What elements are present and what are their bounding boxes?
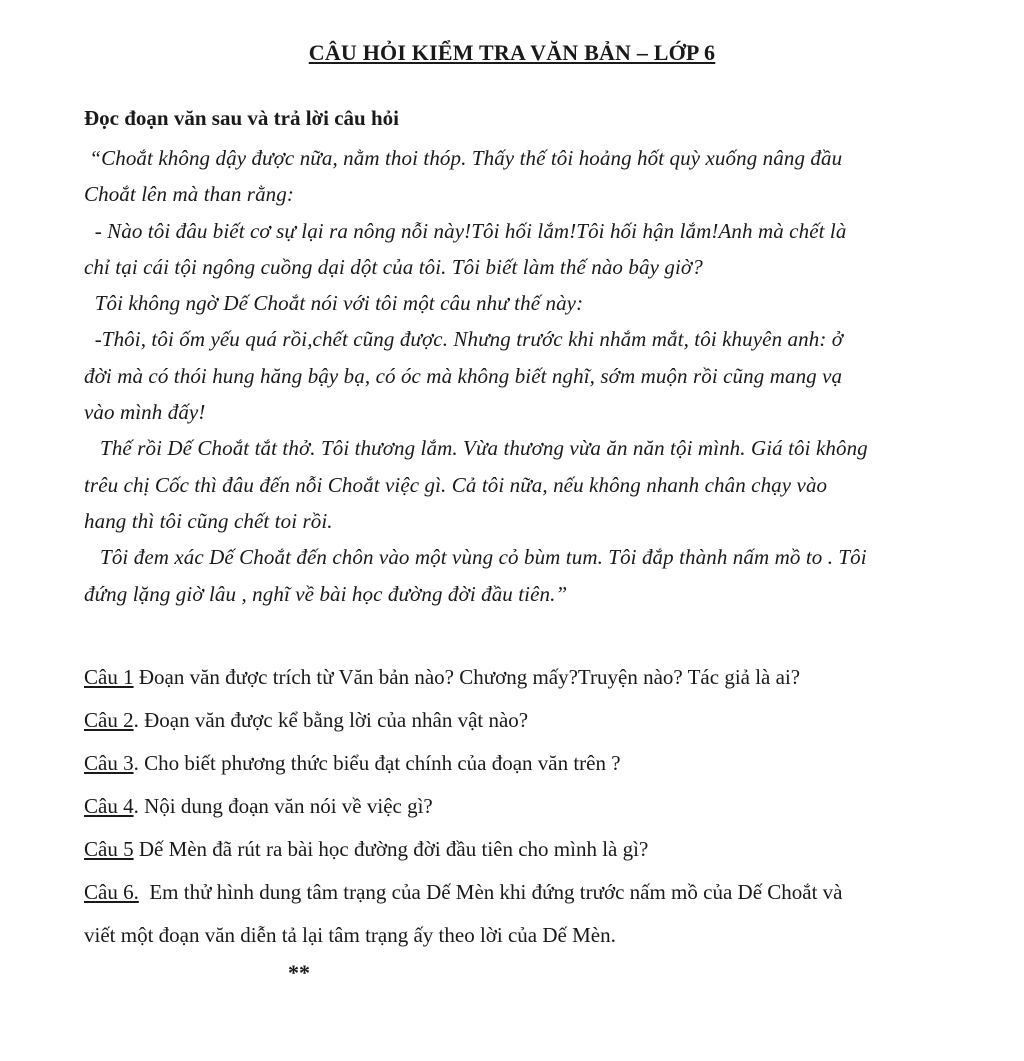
question-2 — [84, 699, 1014, 742]
question-label: Câu 4 — [84, 794, 134, 818]
question-list — [84, 656, 1014, 957]
passage-line: Thế rồi Dế Choắt tắt thở. Tôi thương lắm. Vừa thương vừa ăn năn tội mình. Giá tôi không — [84, 436, 868, 461]
passage-line: Tôi không ngờ Dế Choắt nói với tôi một câu như thế này: — [84, 291, 584, 316]
passage-line: Tôi đem xác Dế Choắt đến chôn vào một vùng cỏ bùm tum. Tôi đắp thành nấm mồ to . Tôi — [84, 545, 867, 570]
question-1 — [84, 656, 1014, 699]
question-text: . Cho biết phương thức biểu đạt chính của đoạn văn trên ? — [133, 751, 621, 775]
excerpt-passage — [84, 140, 1024, 612]
question-5 — [84, 828, 1014, 871]
passage-line: chỉ tại cái tội ngông cuồng dại dột của tôi. Tôi biết làm thế nào bây giờ? — [84, 254, 703, 279]
end-mark: ** — [288, 960, 310, 985]
question-label: Câu 5 — [84, 837, 134, 861]
question-label: Câu 2 — [84, 708, 134, 732]
question-text: Em thử hình dung tâm trạng của Dế Mèn khi đứng trước nấm mồ của Dế Choắt và — [138, 880, 843, 904]
question-text: . Đoạn văn được kể bằng lời của nhân vật nào? — [133, 708, 529, 732]
question-label: Câu 1 — [84, 665, 134, 689]
question-label: Câu 6. — [84, 880, 139, 904]
passage-line: -Thôi, tôi ốm yếu quá rồi,chết cũng được. Nhưng trước khi nhắm mắt, tôi khuyên anh: ở — [84, 327, 844, 352]
question-3 — [84, 742, 1014, 785]
passage-line: Choắt lên mà than rằng: — [84, 182, 294, 207]
question-6-continuation: viết một đoạn văn diễn tả lại tâm trạng ấy theo lời của Dế Mèn. — [84, 923, 616, 947]
instruction-heading: Đọc đoạn văn sau và trả lời câu hỏi — [84, 106, 399, 130]
question-text: . Nội dung đoạn văn nói về việc gì? — [133, 794, 433, 818]
question-4 — [84, 785, 1014, 828]
question-label: Câu 3 — [84, 751, 134, 775]
passage-line: “Choắt không dậy được nữa, nằm thoi thóp. Thấy thế tôi hoảng hốt quỳ xuống nâng đầu — [84, 146, 843, 170]
passage-line: vào mình đấy! — [84, 400, 206, 425]
passage-line: đời mà có thói hung hăng bậy bạ, có óc mà không biết nghĩ, sớm muộn rồi cũng mang vạ — [84, 363, 843, 388]
passage-line: hang thì tôi cũng chết toi rồi. — [84, 508, 333, 533]
question-text: Dế Mèn đã rút ra bài học đường đời đầu tiên cho mình là gì? — [133, 837, 649, 861]
question-6 — [84, 871, 1014, 914]
passage-line: trêu chị Cốc thì đâu đến nỗi Choắt việc gì. Cả tôi nữa, nếu không nhanh chân chạy vào — [84, 472, 828, 497]
question-text: Đoạn văn được trích từ Văn bản nào? Chương mấy?Truyện nào? Tác giả là ai? — [133, 665, 801, 689]
page-title: CÂU HỎI KIỂM TRA VĂN BẢN – LỚP 6 — [308, 40, 716, 65]
passage-line: đứng lặng giờ lâu , nghĩ về bài học đường đời đầu tiên.” — [84, 581, 568, 606]
passage-line: - Nào tôi đâu biết cơ sự lại ra nông nỗi này!Tôi hối lắm!Tôi hối hận lắm!Anh mà chết là — [84, 218, 847, 243]
